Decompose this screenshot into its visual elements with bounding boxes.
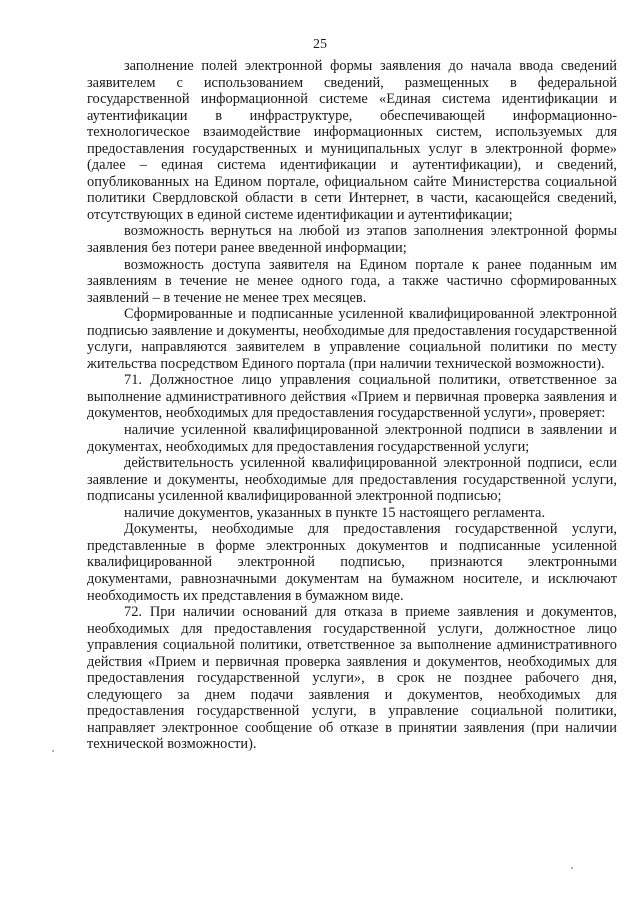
paragraph-return-to-step: возможность вернуться на любой из этапов заполнения электронной формы заявления без потери ранее введенной информации;: [87, 223, 617, 257]
paragraph-signed-documents: Сформированные и подписанные усиленной квалифицированной электронной подписью заявление и документы, необходимые для предоставления государственной услуги, направляются заявителем в управление социальной политики по месту жительства посредством Единого портала (при наличии технической возможности).: [87, 306, 617, 372]
paragraph-item-72: 72. При наличии оснований для отказа в приеме заявления и документов, необходимых для предоставления государственной услуги, должностное лицо управления социальной политики, ответственное за выполнение административного действия «Прием и первичная проверка заявления и документов, необходимых для предоставления государственной услуги», в срок не позднее рабочего дня, следующего за днем подачи заявления и документов, необходимых для предоставления государственной услуги, в управление социальной политики, направляет электронное сообщение об отказе в принятии заявления (при наличии технической возможности).: [87, 604, 617, 753]
paragraph-form-fields-prefill: заполнение полей электронной формы заявления до начала ввода сведений заявителем с использованием сведений, размещенных в федеральной государственной информационной системе «Единая система идентификации и аутентификации в инфраструктуре, обеспечивающей информационно-технологическое взаимодействие информационных систем, используемых для предоставления государственных и муниципальных услуг в электронной форме» (далее – единая система идентификации и аутентификации), и сведений, опубликованных на Едином портале, официальном сайте Министерства социальной политики Свердловской области в сети Интернет, в части, касающейся сведений, отсутствующих в единой системе идентификации и аутентификации;: [87, 58, 617, 223]
paragraph-access-to-applications: возможность доступа заявителя на Едином портале к ранее поданным им заявлениям в течение не менее одного года, а также частично сформированных заявлений – в течение не менее трех месяцев.: [87, 256, 617, 306]
paragraph-electronic-documents-equivalence: Документы, необходимые для предоставления государственной услуги, представленные в форме электронных документов и подписанные усиленной квалифицированной электронной подписью, признаются электронными документами, равнозначными документам на бумажном носителе, и исключают необходимость их представления в бумажном виде.: [87, 521, 617, 604]
document-body: [87, 58, 617, 753]
page-number: 25: [313, 37, 327, 52]
scan-artifact-dot: [571, 867, 573, 869]
paragraph-check-signature-validity: действительность усиленной квалифицированной электронной подписи, если заявление и документы, необходимые для предоставления государственной услуги, подписаны усиленной квалифицированной электронной подписью;: [87, 455, 617, 505]
paragraph-check-signature-presence: наличие усиленной квалифицированной электронной подписи в заявлении и документах, необходимых для предоставления государственной услуги;: [87, 422, 617, 455]
paragraph-item-71: 71. Должностное лицо управления социальной политики, ответственное за выполнение административного действия «Прием и первичная проверка заявления и документов, необходимых для предоставления государственной услуги», проверяет:: [87, 372, 617, 422]
paragraph-check-documents-presence: наличие документов, указанных в пункте 15 настоящего регламента.: [124, 504, 546, 521]
scan-artifact-dot: [52, 750, 54, 752]
